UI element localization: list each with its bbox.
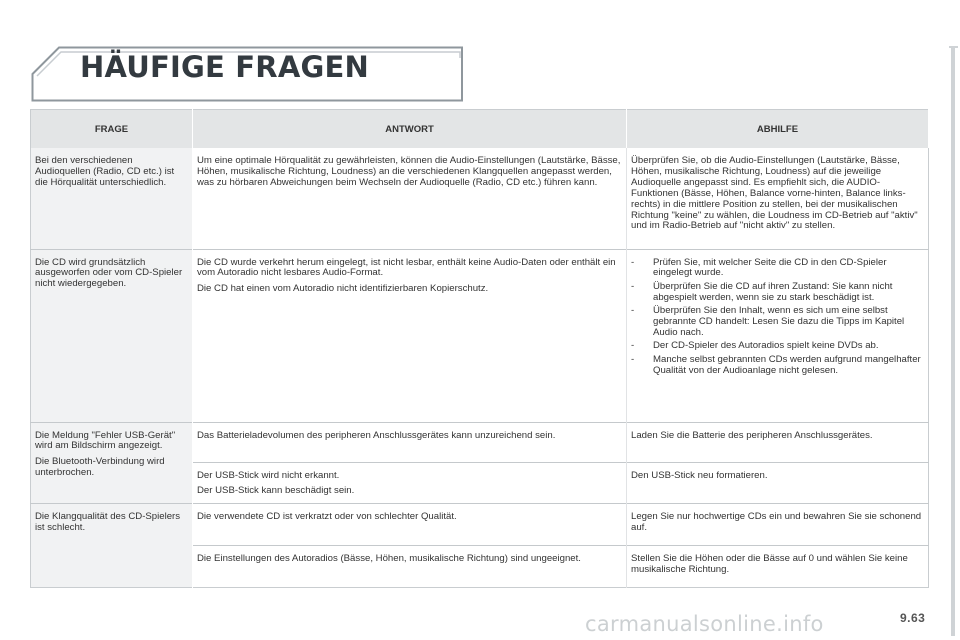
question-cell: Die Meldung "Fehler USB-Gerät" wird am Bildschirm angezeigt. Die Bluetooth-Verbindung wird unterbrochen.	[31, 422, 193, 504]
page-title: HÄUFIGE FRAGEN	[80, 50, 369, 84]
remedy-cell	[627, 249, 929, 422]
remedy-cell: Überprüfen Sie, ob die Audio-Einstellungen (Lautstärke, Bässe, Höhen, musikalische Richtung, Loudness) auf die jeweilige Audioquelle angepasst sind. Es empfiehlt sich, die AUDIO-Funktionen (Bässe, Höhen, Balance vorne-hinten, Balance links-rechts) in die mittlere Position zu stellen, bei der musikalischen Richtung "keine" zu wählen, die Loudness im CD-Betrieb auf "aktiv" und im Radio-Betrieb auf "nicht aktiv" zu stellen.	[627, 148, 929, 249]
header-remedy: ABHILFE	[627, 110, 929, 149]
answer-cell: Die Einstellungen des Autoradios (Bässe, Höhen, musikalische Richtung) sind ungeeignet.	[193, 546, 627, 588]
list-item: - Überprüfen Sie die CD auf ihren Zustand: Sie kann nicht abgespielt werden, wenn sie zu stark beschädigt ist.	[631, 280, 893, 303]
faq-header-row	[31, 110, 929, 149]
list-item: - Manche selbst gebrannten CDs werden aufgrund mangelhafter Qualität von der Audioanlage nicht gelesen.	[631, 353, 921, 376]
list-item: - Der CD-Spieler des Autoradios spielt keine DVDs ab.	[631, 340, 879, 352]
question-cell: Bei den verschiedenen Audioquellen (Radio, CD etc.) ist die Hörqualität unterschiedlich.	[31, 148, 193, 249]
remedy-cell: Stellen Sie die Höhen oder die Bässe auf 0 und wählen Sie keine musikalische Richtung.	[627, 546, 929, 588]
remedy-list	[631, 258, 923, 377]
table-row	[31, 504, 929, 546]
page-number: 9.63	[900, 611, 926, 625]
page-edge-tick	[949, 46, 958, 48]
table-row	[31, 249, 929, 422]
answer-cell: Der USB-Stick wird nicht erkannt. Der USB-Stick kann beschädigt sein.	[193, 462, 627, 504]
question-cell: Die Klangqualität des CD-Spielers ist schlecht.	[31, 504, 193, 588]
answer-cell: Die verwendete CD ist verkratzt oder von schlechter Qualität.	[193, 504, 627, 546]
page-edge-rule	[951, 46, 955, 636]
answer-cell: Um eine optimale Hörqualität zu gewährleisten, können die Audio-Einstellungen (Lautstärke, Bässe, Höhen, musikalische Richtung, Loudness) an die verschiedenen Klangquellen angepasst werden, was zu hörbaren Abweichungen beim Wechseln der Audioquelle (Radio, CD etc.) führen kann.	[193, 148, 627, 249]
remedy-cell: Laden Sie die Batterie des peripheren Anschlussgerätes.	[627, 422, 929, 462]
watermark-text: carmanualsonline.info	[585, 612, 824, 636]
table-row	[31, 148, 929, 249]
answer-cell: Die CD wurde verkehrt herum eingelegt, ist nicht lesbar, enthält keine Audio-Daten oder enthält ein vom Autoradio nicht lesbares Audio-Format. Die CD hat einen vom Autoradio nicht identifizierbaren Kopierschutz.	[193, 249, 627, 422]
table-row	[31, 422, 929, 462]
list-item: - Überprüfen Sie den Inhalt, wenn es sich um eine selbst gebrannte CD handelt: Lesen Sie dazu die Tipps im Kapitel Audio nach.	[631, 305, 905, 338]
list-item: - Prüfen Sie, mit welcher Seite die CD in den CD-Spieler eingelegt wurde.	[631, 256, 887, 279]
header-answer: ANTWORT	[193, 110, 627, 149]
answer-cell: Das Batterieladevolumen des peripheren Anschlussgerätes kann unzureichend sein.	[193, 422, 627, 462]
header-question: FRAGE	[31, 110, 193, 149]
faq-table	[30, 109, 929, 588]
question-cell: Die CD wird grundsätzlich ausgeworfen oder vom CD-Spieler nicht wiedergegeben.	[31, 249, 193, 422]
remedy-cell: Den USB-Stick neu formatieren.	[627, 462, 929, 504]
remedy-cell: Legen Sie nur hochwertige CDs ein und bewahren Sie sie schonend auf.	[627, 504, 929, 546]
